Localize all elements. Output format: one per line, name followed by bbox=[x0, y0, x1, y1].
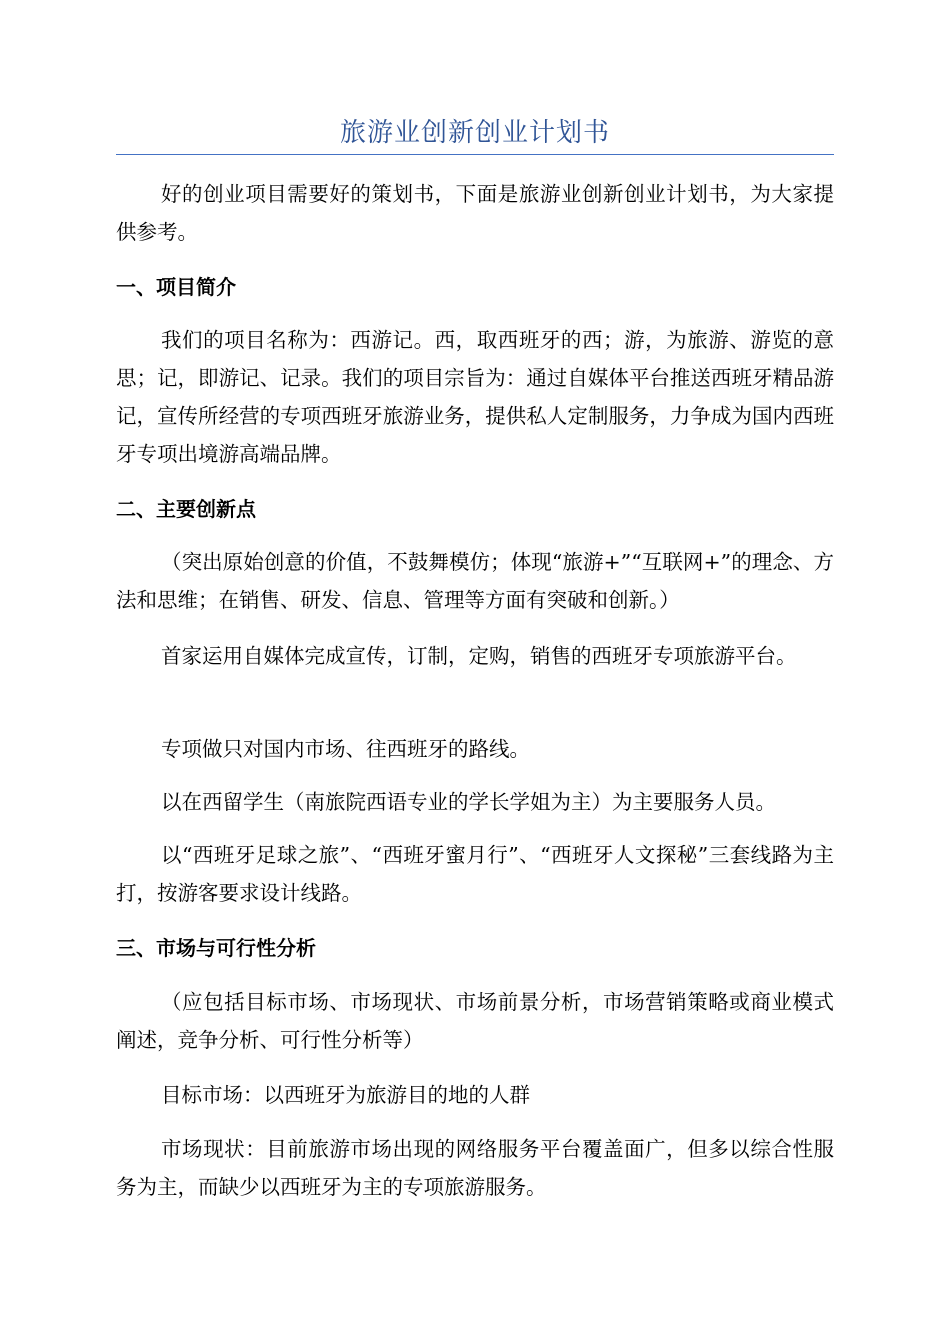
section-2-paragraph: 以在西留学生（南旅院西语专业的学长学姐为主）为主要服务人员。 bbox=[161, 790, 776, 814]
intro-paragraph: 好的创业项目需要好的策划书，下面是旅游业创新创业计划书，为大家提供参考。 bbox=[116, 182, 834, 244]
section-2-paragraph: 专项做只对国内市场、往西班牙的路线。 bbox=[161, 737, 530, 761]
section-3-paragraph: （应包括目标市场、市场现状、市场前景分析，市场营销策略或商业模式阐述，竞争分析、可行性分析等） bbox=[116, 990, 834, 1052]
section-2-paragraph: 以“西班牙足球之旅”、“西班牙蜜月行”、“西班牙人文探秘”三套线路为主打，按游客要求设计线路。 bbox=[116, 843, 834, 905]
section-2-paragraph: 首家运用自媒体完成宣传，订制，定购，销售的西班牙专项旅游平台。 bbox=[161, 644, 797, 668]
title-underline bbox=[116, 154, 834, 155]
section-1-heading: 一、项目简介 bbox=[116, 275, 236, 299]
document-title: 旅游业创新创业计划书 bbox=[339, 118, 610, 148]
section-3-heading: 三、市场与可行性分析 bbox=[116, 936, 316, 960]
section-2-heading: 二、主要创新点 bbox=[116, 497, 256, 521]
section-3-paragraph: 目标市场：以西班牙为旅游目的地的人群 bbox=[161, 1083, 530, 1107]
section-1-paragraph: 我们的项目名称为：西游记。西，取西班牙的西；游，为旅游、游览的意思；记，即游记、记录。我们的项目宗旨为：通过自媒体平台推送西班牙精品游记，宣传所经营的专项西班牙旅游业务，提供私人定制服务，力争成为国内西班牙专项出境游高端品牌。 bbox=[116, 328, 834, 466]
section-2-paragraph: （突出原始创意的价值，不鼓舞模仿；体现“旅游+”“互联网+”的理念、方法和思维；在销售、研发、信息、管理等方面有突破和创新。） bbox=[116, 550, 834, 612]
section-3-paragraph: 市场现状：目前旅游市场出现的网络服务平台覆盖面广，但多以综合性服务为主，而缺少以西班牙为主的专项旅游服务。 bbox=[116, 1137, 834, 1199]
